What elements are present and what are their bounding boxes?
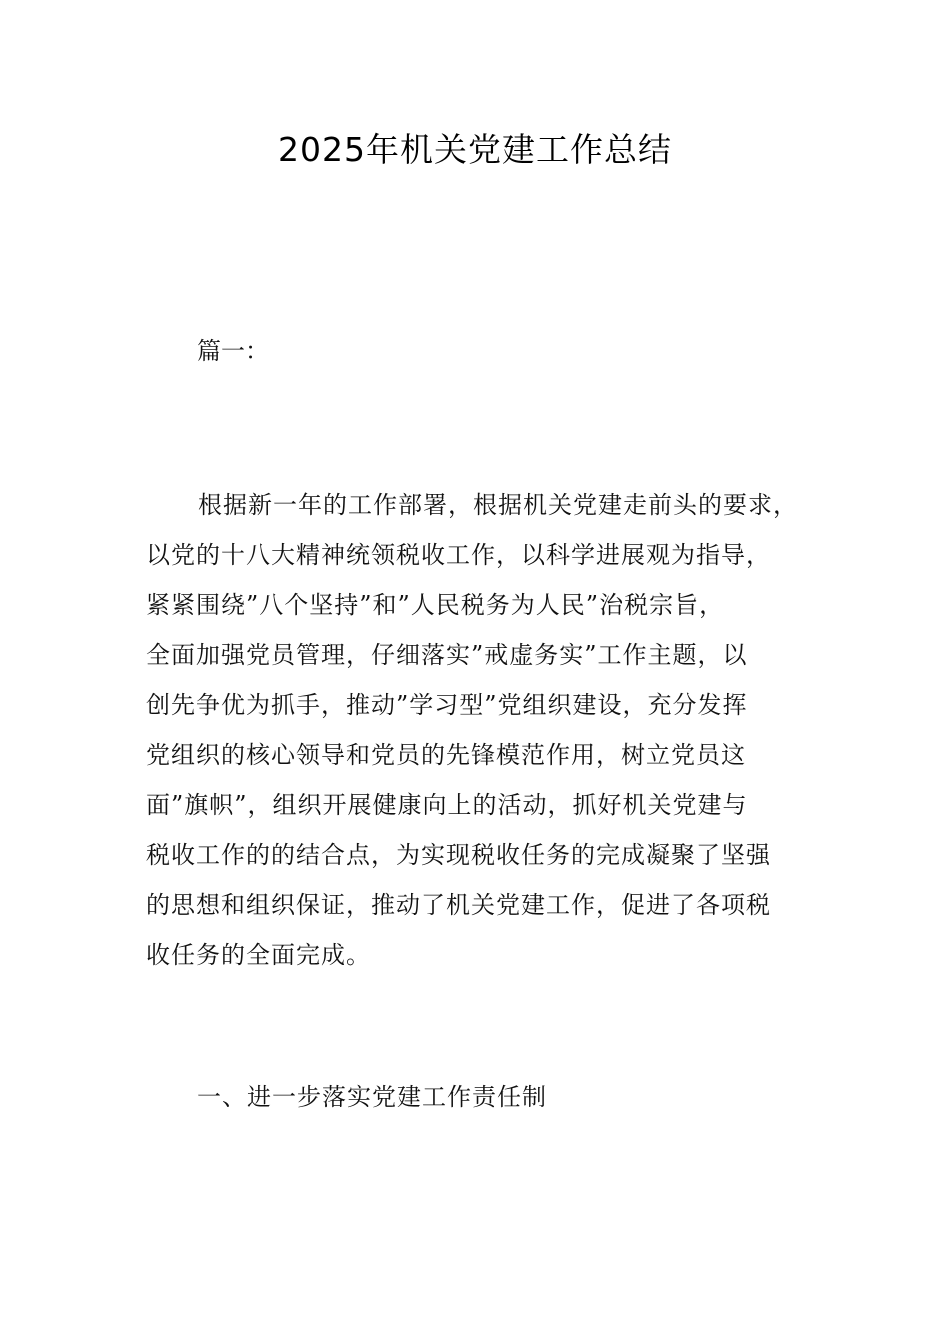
paragraph-line: 的思想和组织保证，推动了机关党建工作，促进了各项税 — [146, 891, 771, 919]
paragraph-line: 面”旗帜”，组织开展健康向上的活动，抓好机关党建与 — [146, 791, 748, 819]
section-label: 篇一： — [197, 337, 269, 365]
paragraph-line: 全面加强党员管理，仔细落实”戒虚务实”工作主题，以 — [146, 641, 748, 669]
paragraph-line: 根据新一年的工作部署，根据机关党建走前头的要求， — [198, 491, 798, 519]
body-paragraph — [146, 480, 836, 980]
section-heading: 一、进一步落实党建工作责任制 — [197, 1083, 547, 1111]
paragraph-line: 紧紧围绕”八个坚持”和”人民税务为人民”治税宗旨， — [146, 591, 725, 619]
paragraph-line: 税收工作的的结合点，为实现税收任务的完成凝聚了坚强 — [146, 841, 771, 869]
document-title: 2025年机关党建工作总结 — [278, 130, 672, 169]
paragraph-line: 创先争优为抓手，推动”学习型”党组织建设，充分发挥 — [146, 691, 748, 719]
paragraph-line: 收任务的全面完成。 — [146, 941, 371, 969]
paragraph-line: 以党的十八大精神统领税收工作，以科学进展观为指导， — [146, 541, 771, 569]
paragraph-line: 党组织的核心领导和党员的先锋模范作用，树立党员这 — [146, 741, 746, 769]
